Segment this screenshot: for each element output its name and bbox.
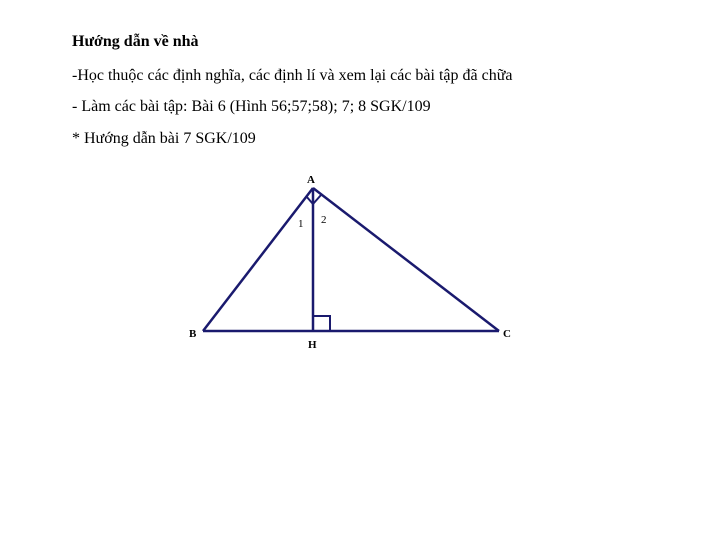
vertex-label-a: A [307, 174, 315, 186]
vertex-label-b: B [189, 328, 197, 340]
angle-label-2: 2 [321, 214, 327, 226]
side-ac [313, 188, 499, 331]
vertex-label-h: H [308, 339, 317, 351]
right-angle-mark-h [313, 316, 330, 331]
vertex-label-c: C [503, 328, 511, 340]
side-ab [203, 188, 313, 331]
angle-label-1: 1 [298, 218, 304, 230]
instruction-line-1: -Học thuộc các định nghĩa, các định lí và xem lại các bài tập đã chữa [72, 67, 513, 84]
instruction-line-3: * Hướng dẫn bài 7 SGK/109 [72, 130, 256, 147]
page-heading: Hướng dẫn về nhà [72, 33, 199, 50]
instruction-line-2: - Làm các bài tập: Bài 6 (Hình 56;57;58); 7; 8 SGK/109 [72, 98, 431, 115]
